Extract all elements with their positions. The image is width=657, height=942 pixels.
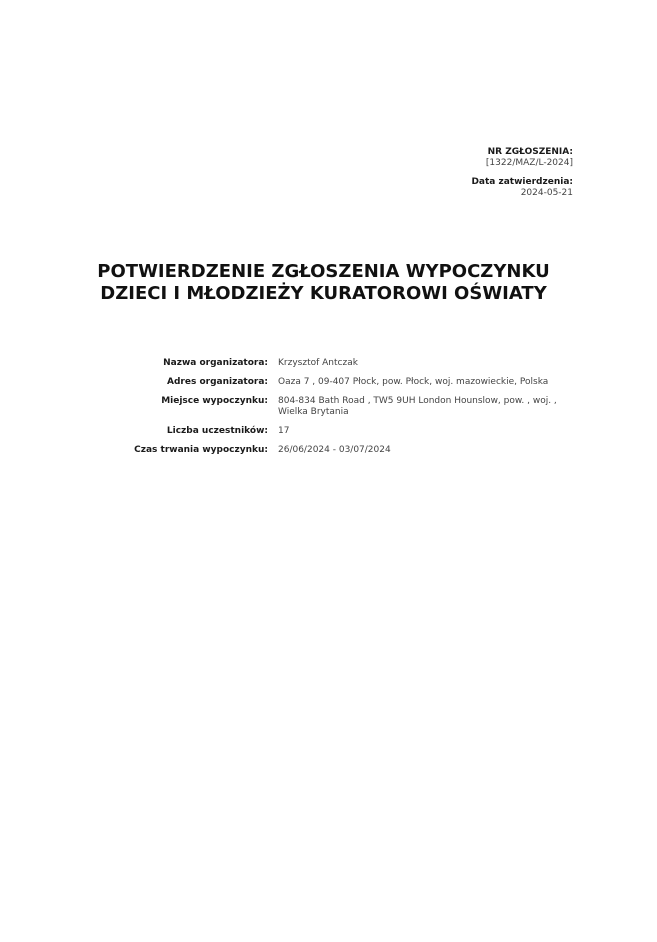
document-title-line-2: DZIECI I MŁODZIEŻY KURATOROWI OŚWIATY [100, 283, 547, 304]
detail-value: Krzysztof Antczak [278, 358, 358, 368]
detail-row-organizer-address [100, 377, 570, 388]
details-table [100, 358, 570, 464]
application-number-block [471, 147, 573, 169]
detail-row-organizer-name [100, 358, 570, 369]
application-number-value: [1322/MAZ/L-2024] [485, 158, 573, 168]
detail-label: Nazwa organizatora: [163, 358, 268, 368]
detail-value: 804-834 Bath Road , TW5 9UH London Hounslow, pow. , woj. , Wielka Brytania [278, 396, 557, 417]
detail-value: Oaza 7 , 09-407 Płock, pow. Płock, woj. mazowieckie, Polska [278, 377, 549, 387]
detail-label: Liczba uczestników: [166, 426, 268, 436]
document-title-line-1: POTWIERDZENIE ZGŁOSZENIA WYPOCZYNKU [97, 261, 550, 282]
detail-label: Miejsce wypoczynku: [161, 396, 268, 406]
detail-value: 17 [278, 426, 290, 436]
approval-date-block [471, 177, 573, 199]
detail-label: Czas trwania wypoczynku: [134, 445, 268, 455]
detail-label: Adres organizatora: [167, 377, 268, 387]
approval-date-label: Data zatwierdzenia: [471, 177, 573, 187]
detail-value: 26/06/2024 - 03/07/2024 [278, 445, 391, 455]
detail-row-participants [100, 426, 570, 437]
approval-date-value: 2024-05-21 [520, 188, 573, 198]
detail-row-location [100, 396, 570, 418]
document-title [0, 261, 647, 305]
detail-row-duration [100, 445, 570, 456]
application-number-label: NR ZGŁOSZENIA: [487, 147, 573, 157]
document-meta [471, 147, 573, 199]
